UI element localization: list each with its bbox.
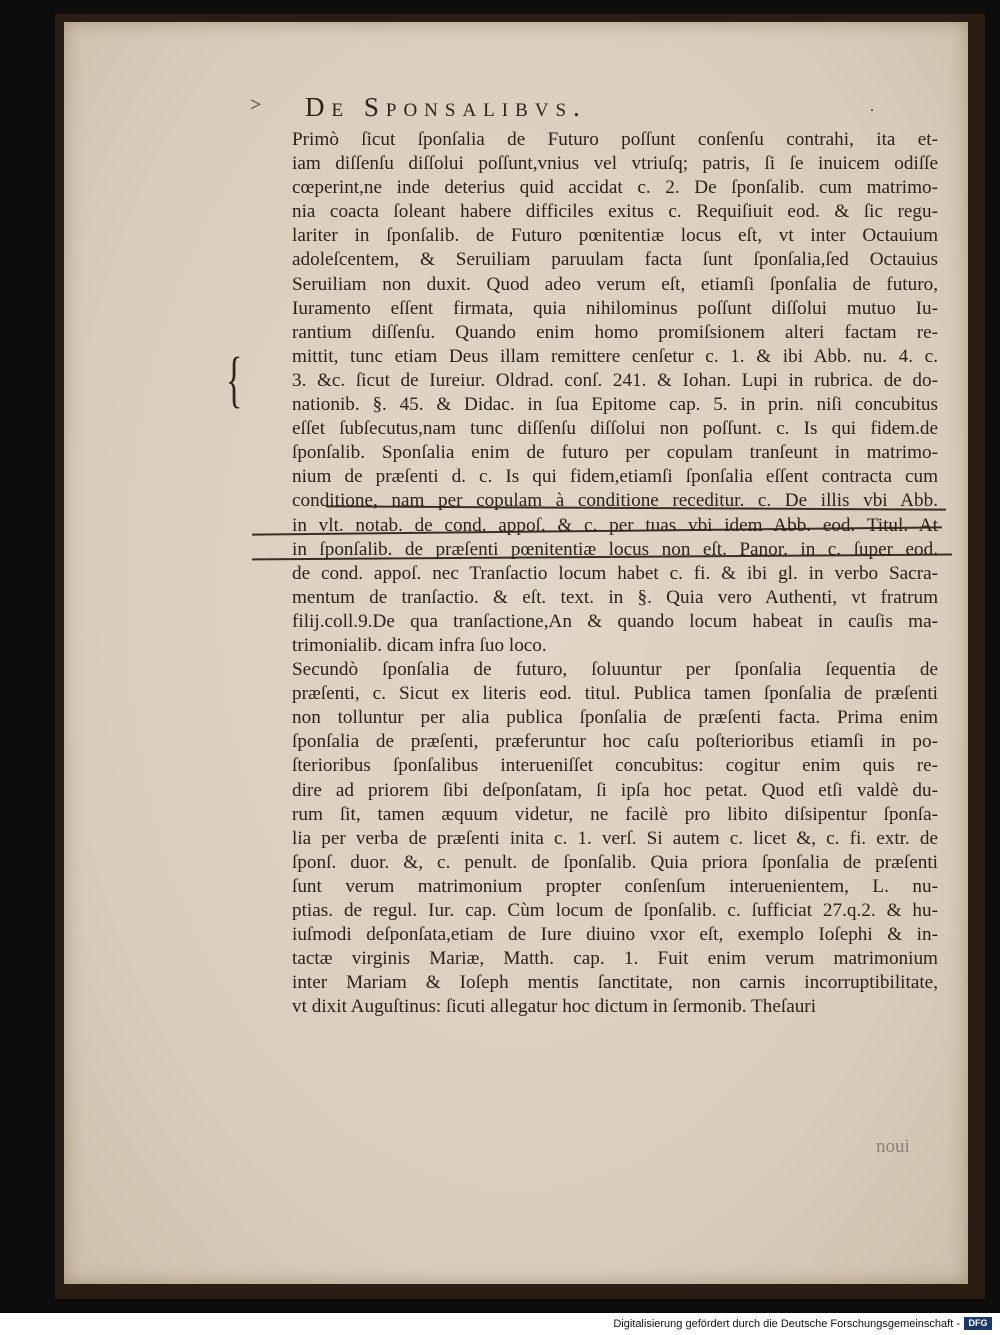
text-line: eſſet ſubſecutus,nam tunc diſſenſu diſſolui non poſſunt. c. Is qui fidem.de: [292, 418, 938, 440]
text-line: mentum de tranſactio. & eſt. text. in §. Quia vero Authenti, vt fratrum: [292, 586, 938, 608]
text-line: 3. &c. ſicut de Iureiur. Oldrad. conſ. 241. & Iohan. Lupi in rubrica. de do-: [292, 369, 938, 391]
text-line: de cond. appoſ. nec Tranſactio locum habet c. fi. & ibi gl. in verbo Sacra-: [292, 562, 938, 584]
text-line: inter Mariam & Ioſeph mentis ſanctitate, non carnis incorruptibilitate,: [292, 972, 938, 994]
text-line: ſponſalia de præſenti, præferuntur hoc caſu poſterioribus etiamſi in po-: [292, 731, 938, 753]
text-line: trimonialib. dicam infra ſuo loco.: [292, 634, 547, 656]
text-line: nium de præſenti d. c. Is qui fidem,etiamſi ſponſalia eſſent contracta cum: [292, 466, 938, 488]
text-line: non tolluntur per alia publica ſponſalia de præſenti facta. Prima enim: [292, 707, 938, 729]
dfg-logo: DFG: [964, 1317, 992, 1330]
text-line: ſunt verum matrimonium propter conſenſum interuenientem, L. nu-: [292, 875, 938, 897]
text-line: mittit, tunc etiam Deus illam remittere cenſetur c. 1. & ibi Abb. nu. 4. c.: [292, 345, 938, 367]
catchword: noui: [876, 1136, 910, 1157]
text-line: ſponſ. duor. &, c. penult. de ſponſalib. Quia priora ſponſalia de præſenti: [292, 851, 938, 873]
text-line: in vlt. notab. de cond. appoſ. & c. per tuas vbi idem Abb. eod. Titul. At: [292, 514, 938, 536]
text-line: iuſmodi deſponſata,etiam de Iure diuino vxor eſt, exemplo Ioſephi & in-: [292, 924, 938, 946]
body-text: [252, 128, 938, 1019]
text-line: præſenti, c. Sicut ex literis eod. titul. Publica tamen ſponſalia de præſenti: [292, 683, 938, 705]
text-line: Seruiliam non duxit. Quod adeo verum eſt, etiamſi ſponſalia de futuro,: [292, 273, 938, 295]
text-line: ptias. de regul. Iur. cap. Cùm locum de ſponſalib. c. ſufficiat 27.q.2. & hu-: [292, 900, 938, 921]
text-line: lariter in ſponſalib. de Futuro pœnitentiæ locus eſt, vt inter Octauium: [292, 225, 938, 247]
text-line: Secundò ſponſalia de futuro, ſoluuntur per ſponſalia ſequentia de: [292, 659, 938, 681]
text-line: lia per verba de præſenti inita c. 1. verſ. Si autem c. licet &, c. fi. extr. de: [292, 827, 938, 849]
text-line: Primò ſicut ſponſalia de Futuro poſſunt conſenſu contrahi, ita et-: [292, 129, 938, 150]
margin-mark-right: .: [870, 98, 874, 115]
text-line: ſponſalib. Sponſalia enim de futuro per copulam tranſeunt in matrimo-: [292, 442, 938, 464]
text-line: nia coacta ſoleant habere difficiles exitus c. Requiſiuit eod. & ſic regu-: [292, 201, 938, 223]
text-line: nationib. §. 45. & Didac. in ſua Epitome cap. 5. in prin. niſi concubitus: [292, 394, 938, 416]
text-line: dire ad priorem ſibi deſponſatam, ſi ipſa hoc petat. Quod etſi valdè du-: [292, 779, 938, 801]
running-head: De Sponsalibvs.: [305, 92, 587, 122]
text-line: Iuramento eſſent firmata, quia nihilominus poſſunt diſſolui mutuo Iu-: [292, 297, 938, 319]
text-line: rum ſit, tamen æquum videtur, ne facilè pro libito diſsipentur ſponſa-: [292, 803, 938, 825]
paragraph-2: [252, 658, 938, 1019]
paragraph-1: [252, 128, 938, 658]
text-line: iam diſſenſu diſſolui poſſunt,vnius vel vtriuſq; patris, ſi ſe inuicem odiſſe: [292, 153, 938, 175]
margin-mark-left: >: [250, 94, 262, 116]
text-line: conditione, nam per copulam à conditione receditur. c. De illis vbi Abb.: [292, 490, 938, 512]
text-line: cœperint,ne inde deterius quid accidat c. 2. De ſponſalib. cum matrimo-: [292, 177, 938, 199]
text-line: in ſponſalib. de præſenti pœnitentiæ locus non eſt. Panor. in c. ſuper eod.: [292, 538, 938, 560]
footer-credit: Digitalisierung gefördert durch die Deutsche Forschungsgemeinschaft -: [613, 1318, 960, 1330]
text-line: tactæ virginis Mariæ, Matth. cap. 1. Fuit enim verum matrimonium: [292, 948, 938, 970]
text-line: rantium diſſenſu. Quando enim homo promiſsionem alteri factam re-: [292, 321, 938, 343]
text-line: vt dixit Auguſtinus: ſicuti allegatur hoc dictum in ſermonib. Theſauri: [292, 996, 817, 1018]
text-line: filij.coll.9.De qua tranſactione,An & quando locum habeat in cauſis ma-: [292, 610, 938, 632]
margin-brace-icon: {: [226, 346, 243, 414]
text-line: adoleſcentem, & Seruiliam paruulam facta ſunt ſponſalia,ſed Octauius: [292, 249, 938, 271]
text-line: ſterioribus ſponſalibus interueniſſet concubitus: cogitur enim quis re-: [292, 755, 938, 777]
